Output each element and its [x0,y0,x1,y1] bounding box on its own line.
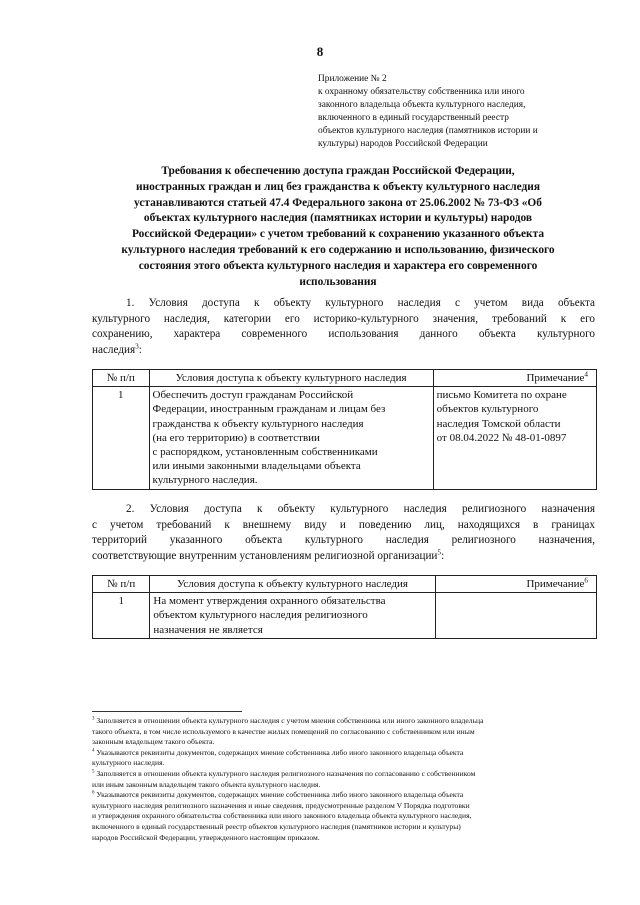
table-header-row [93,576,597,593]
paragraph-text: наследия [92,343,136,356]
table-row [93,593,597,639]
footnote-text: Указываются реквизиты документов, содержащих мнение собственника либо иного законного владельца объекта [94,747,464,757]
row-number: 1 [93,593,150,639]
cell-line: письмо Комитета по охране [436,389,567,402]
cell-line: назначения не является [153,623,263,636]
footnote-separator [92,711,242,712]
footnote-text: Заполняется в отношении объекта культурного наследия с учетом мнения собственника или иного законного владельца [94,716,484,725]
header-note [435,576,596,593]
row-number: 1 [93,387,150,489]
title-line: Российской Федерации» с учетом требований к сохранению указанного объекта [131,228,545,241]
cell-line: На момент утверждения охранного обязательства [153,595,386,608]
title-line: использования [299,275,377,288]
row-note [433,387,596,489]
footnote-line: и утверждения охранного обязательства собственника или иного законного владельца объекта культурного наследия, [92,811,472,821]
footnote-text: Заполняется в отношении объекта культурного наследия религиозного назначения по согласованию с собственником [94,768,476,778]
appendix-line: Приложение № 2 [318,74,387,84]
row-note [435,593,596,639]
paragraph-line: сохранению, характера современного использования данного объекта культурного [92,328,595,341]
paragraph-end: : [138,343,142,356]
footnotes [92,716,597,843]
footnote-number: 6 [92,790,95,796]
cell-line: (на его территорию) в соответствии [152,431,320,444]
header-number: № п/п [93,370,150,387]
access-conditions-table [92,369,597,490]
header-number: № п/п [93,576,150,593]
cell-line: гражданства к объекту культурного наследия [152,417,364,430]
appendix-line: законного владельца объекта культурного наследия, [318,100,526,110]
cell-line: объектом культурного наследия религиозного [153,609,368,622]
footnote-line [92,769,597,780]
table-row [93,387,597,489]
footnote-line: народов Российской Федерации, утвержденного настоящим приказом. [92,832,320,842]
footnote-number: 3 [92,716,95,722]
footnote-line: или иным законным владельцем такого объекта культурного наследия. [92,779,321,789]
cell-line: от 08.04.2022 № 48-01-0897 [436,431,567,444]
footnote-ref[interactable]: 6 [584,576,588,585]
title-line: Требования к обеспечению доступа граждан Российской Федерации, [161,165,515,177]
footnote-line [92,790,597,801]
footnote-text: Указываются реквизиты документов, содержащих мнение собственника либо иного законного владельца объекта [94,790,464,800]
footnote-line: включенного в единый государственный реестр объектов культурного наследия (памятников истории и культуры) [92,821,461,831]
cell-line: объектов культурного [436,403,539,416]
paragraph-line [92,343,595,359]
footnote-ref[interactable]: 5 [437,548,442,557]
paragraph-line [92,549,595,565]
paragraph-text: соответствующие внутренним установлениям религиозной организации [92,549,438,562]
header-note [433,370,596,387]
cell-line: Обеспечить доступ гражданам Российской [152,389,354,402]
paragraph-line: территорий указанного объекта культурного наследия религиозного назначения, [92,534,595,547]
footnote-line: культурного наследия. [92,758,165,768]
appendix-line: объектов культурного наследия (памятников истории и [318,126,538,136]
appendix-header [318,73,593,151]
footnote-line: такого объекта, в том числе используемого в качестве жилых помещений по согласованию с собственником или иным [92,726,475,736]
cell-line: наследия Томской области [436,417,561,430]
row-conditions [149,387,433,489]
footnote-line [92,716,597,727]
header-note-text: Примечание [526,578,585,590]
footnote [92,769,597,790]
document-title [88,164,588,290]
header-note-text: Примечание [526,372,585,384]
footnote-number: 5 [92,769,95,775]
paragraph-line: с учетом требований к внешнему виду и поведению лиц, находящихся в границах [92,518,595,531]
footnote-line: культурного наследия религиозного назначения и иные сведения, предусмотренные разделом V Порядка подготовки [92,800,470,810]
paragraph-line: 1. Условия доступа к объекту культурного наследия с учетом вида объекта [126,297,595,309]
paragraph-end: : [441,549,445,562]
cell-line: Федерации, иностранным гражданам и лицам без [152,403,386,416]
section-1-paragraph [92,296,595,358]
page-number: 8 [316,44,324,59]
appendix-line: включенного в единый государственный реестр [318,113,509,123]
title-line: устанавливаются статьей 47.4 Федерального закона от 25.06.2002 № 73-ФЗ «Об [134,196,542,209]
title-line: состояния этого объекта культурного наследия и характера его современного [138,259,538,272]
row-conditions [150,593,435,639]
appendix-line: к охранному обязательству собственника или иного [318,87,525,97]
header-conditions: Условия доступа к объекту культурного наследия [150,576,435,593]
header-conditions: Условия доступа к объекту культурного наследия [149,370,433,387]
footnote [92,716,597,748]
title-line: иностранных граждан и лиц без гражданства к объекту культурного наследия [136,180,540,193]
paragraph-line: 2. Условия доступа к объекту культурного наследия религиозного назначения [126,503,595,515]
table-header-row [93,370,597,387]
footnote-line [92,748,597,759]
appendix-line: культуры) народов Российской Федерации [318,139,488,149]
cell-line: с распорядком, установленным собственниками [152,446,378,459]
footnote [92,748,597,769]
section-2-paragraph [92,502,595,564]
title-line: культурного наследия требований к его содержанию и использованию, физического [121,243,555,256]
footnote-ref[interactable]: 4 [584,370,588,379]
cell-line: культурного наследия. [152,474,258,487]
paragraph-line: культурного наследия, категории его историко-культурного значения, требований к его [92,312,595,325]
religious-access-table [92,575,597,639]
footnote [92,790,597,843]
footnote-number: 4 [92,748,95,754]
cell-line: или иными законными владельцами объекта [152,460,361,473]
footnote-line: законным владельцем такого объекта. [92,737,215,747]
title-line: объектах культурного наследия (памятниках истории и культуры) народов [143,212,533,225]
footnote-ref[interactable]: 3 [135,342,139,351]
